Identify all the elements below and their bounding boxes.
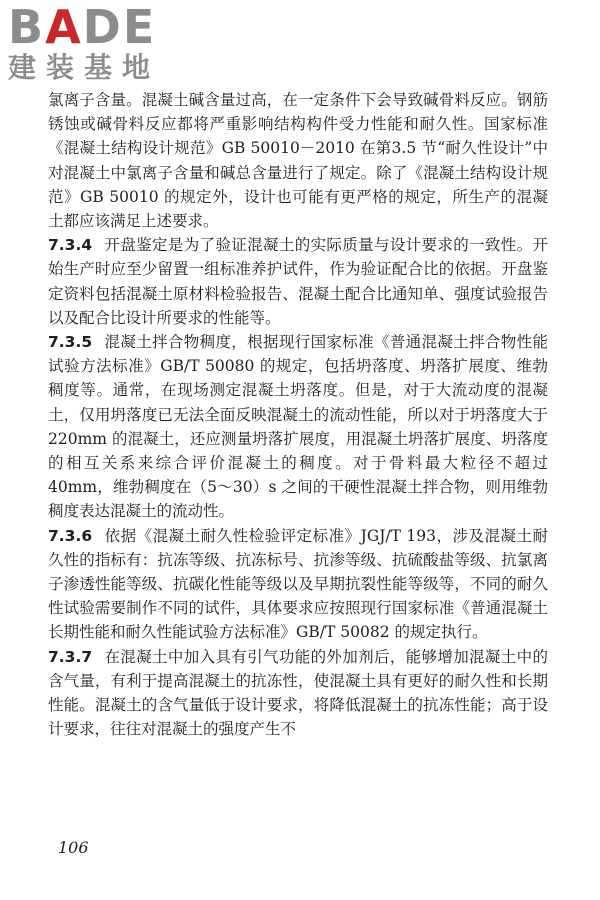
section-number: 7.3.5 (48, 333, 93, 352)
logo-wordmark: BADE (8, 0, 157, 54)
logo-subtitle: 建装基地 (8, 51, 161, 84)
paragraph-7-3-7: 7.3.7 在混凝土中加入具有引气功能的外加剂后，能够增加混凝土中的含气量，有利于提高混凝土的抗冻性，使混凝土具有更好的耐久性和长期性能。混凝土的含气量低于设计要求，将降低混凝土的抗冻性能；高于设计要求，往往对混凝土的强度产生不 (48, 647, 548, 739)
section-number: 7.3.4 (48, 236, 93, 255)
bade-logo (8, 0, 178, 90)
paragraph-7-3-4: 7.3.4 开盘鉴定是为了验证混凝土的实际质量与设计要求的一致性。开始生产时应至少留置一组标准养护试件，作为验证配合比的依据。开盘鉴定资料包括混凝土原材料检验报告、混凝土配合比通知单、强度试验报告以及配合比设计所要求的性能等。 (48, 236, 548, 327)
paragraph-continued: 氯离子含量。混凝土碱含量过高，在一定条件下会导致碱骨料反应。钢筋锈蚀或碱骨料反应都将严重影响结构构件受力性能和耐久性。国家标准《混凝土结构设计规范》GB 50010－2010 在第3.5 节“耐久性设计”中对混凝土中氯离子含量和碱总含量进行了规定。除了《混凝土结构设计规范》GB 50010 的规定外，设计也可能有更严格的规定，所生产的混凝土都应该满足上述要求。 (48, 91, 548, 231)
section-number: 7.3.6 (48, 526, 93, 545)
paragraph-7-3-5: 7.3.5 混凝土拌合物稠度，根据现行国家标准《普通混凝土拌合物性能试验方法标准》GB/T 50080 的规定，包括坍落度、坍落扩展度、维勃稠度等。通常，在现场测定混凝土坍落度。但是，对于大流动度的混凝土，仅用坍落度已无法全面反映混凝土的流动性能，所以对于坍落度大于 220mm 的混凝土，还应测量坍落扩展度，用混凝土坍落扩展度、坍落度的相互关系来综合评价混凝土的稠度。对于骨料最大粒径不超过 40mm，维勃稠度在（5～30）s 之间的干硬性混凝土拌合物，则用维勃稠度表达混凝土的流动性。 (48, 333, 548, 521)
section-number: 7.3.7 (48, 647, 93, 666)
page-body (48, 88, 548, 741)
paragraph-7-3-6: 7.3.6 依据《混凝土耐久性检验评定标准》JGJ/T 193，涉及混凝土耐久性的指标有：抗冻等级、抗冻标号、抗渗等级、抗硫酸盐等级、抗氯离子渗透性能等级、抗碳化性能等级以及早期抗裂性能等级等，不同的耐久性试验需要制作不同的试件，具体要求应按照现行国家标准《普通混凝土长期性能和耐久性能试验方法标准》GB/T 50082 的规定执行。 (48, 526, 548, 642)
page-number: 106 (58, 838, 89, 857)
